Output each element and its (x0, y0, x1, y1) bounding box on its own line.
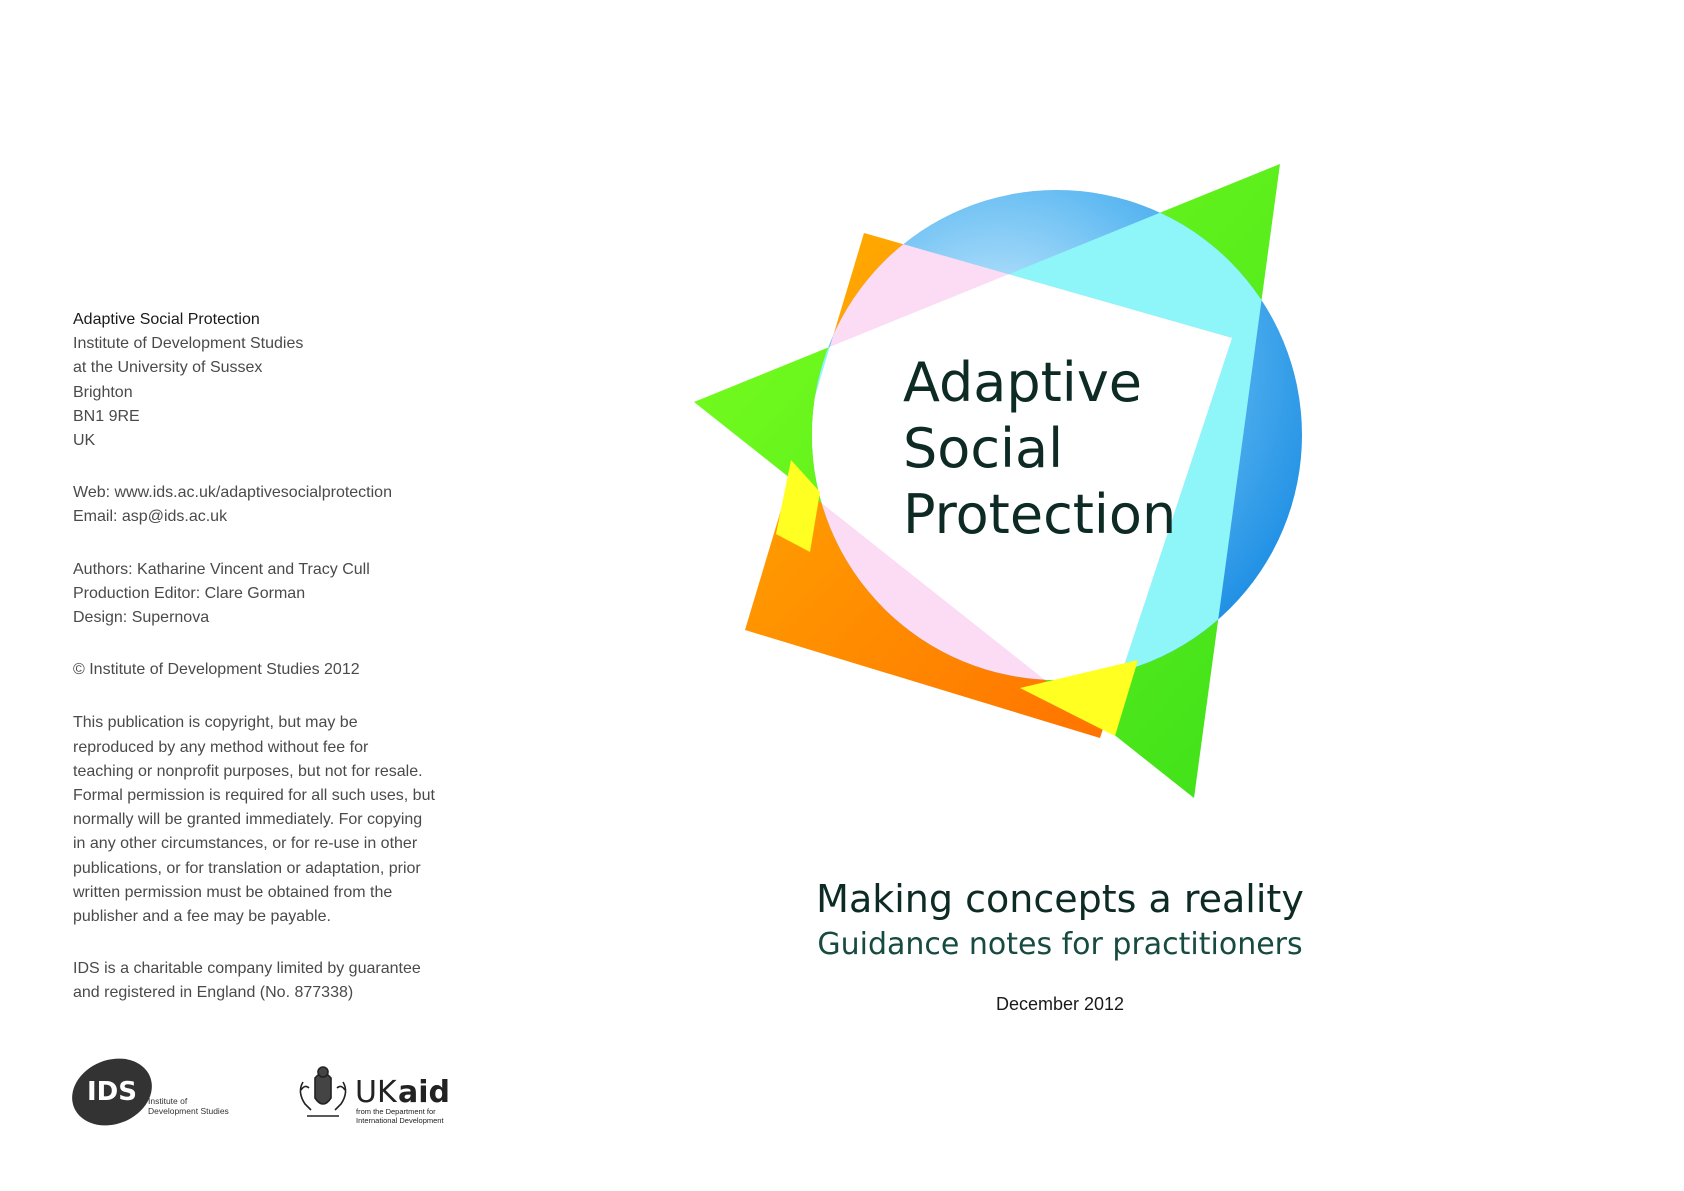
design-credit: Design: Supernova (73, 609, 210, 627)
address-line: at the University of Sussex (73, 359, 263, 377)
ids-logo (70, 1056, 240, 1128)
subtitle: Making concepts a reality (816, 877, 1304, 921)
web-address: Web: www.ids.ac.uk/adaptivesocialprotection (73, 484, 392, 502)
cover-title (903, 350, 1176, 548)
copyright-text: © Institute of Development Studies 2012 (73, 661, 360, 679)
publication-date: December 2012 (995, 994, 1125, 1014)
partner-logos (70, 1056, 470, 1136)
charity-notice (73, 957, 473, 1005)
notice-line: publisher and a fee may be payable. (73, 908, 331, 926)
colophon (73, 308, 473, 1034)
ids-mark: IDS (87, 1077, 137, 1107)
address-line: Brighton (73, 383, 133, 401)
credits-block (73, 558, 473, 631)
notice-line: Formal permission is required for all such uses, but (73, 787, 435, 805)
address-line: BN1 9RE (73, 407, 140, 425)
ukaid-caption-line: from the Department for (356, 1107, 436, 1116)
address-line: Institute of Development Studies (73, 335, 304, 353)
copyright-line (73, 658, 473, 682)
cover-title-line: Protection (903, 483, 1177, 546)
contact-block (73, 481, 473, 529)
cover-title-line: Adaptive (903, 351, 1142, 414)
secondary-subtitle: Guidance notes for practitioners (817, 927, 1303, 962)
address-line: UK (73, 432, 96, 450)
ukaid-logo (293, 1060, 463, 1128)
notice-line: reproduced by any method without fee for (73, 738, 369, 756)
email-address: Email: asp@ids.ac.uk (73, 508, 228, 526)
notice-line: written permission must be obtained from the (73, 883, 393, 901)
notice-line: This publication is copyright, but may be (73, 714, 358, 732)
ukaid-wordmark-aid: aid (398, 1075, 451, 1110)
notice-line: teaching or nonprofit purposes, but not for resale. (73, 762, 423, 780)
notice-line: normally will be granted immediately. For copying (73, 811, 423, 829)
address-block (73, 308, 473, 453)
ids-caption-line: Institute of (148, 1096, 188, 1106)
ukaid-caption-line: International Development (356, 1116, 444, 1125)
charity-line: IDS is a charitable company limited by guarantee (73, 960, 421, 978)
cover-title-line: Social (903, 417, 1064, 480)
notice-line: publications, or for translation or adaptation, prior (73, 859, 421, 877)
notice-line: in any other circumstances, or for re-use in other (73, 835, 418, 853)
charity-line: and registered in England (No. 877338) (73, 984, 354, 1002)
copyright-notice (73, 711, 473, 929)
authors: Authors: Katharine Vincent and Tracy Cull (73, 560, 370, 578)
ukaid-wordmark-uk: UK (355, 1075, 397, 1110)
ids-caption-line: Development Studies (148, 1106, 229, 1116)
org-title: Adaptive Social Protection (73, 311, 260, 328)
royal-crest-icon (300, 1067, 345, 1116)
production-editor: Production Editor: Clare Gorman (73, 584, 306, 602)
